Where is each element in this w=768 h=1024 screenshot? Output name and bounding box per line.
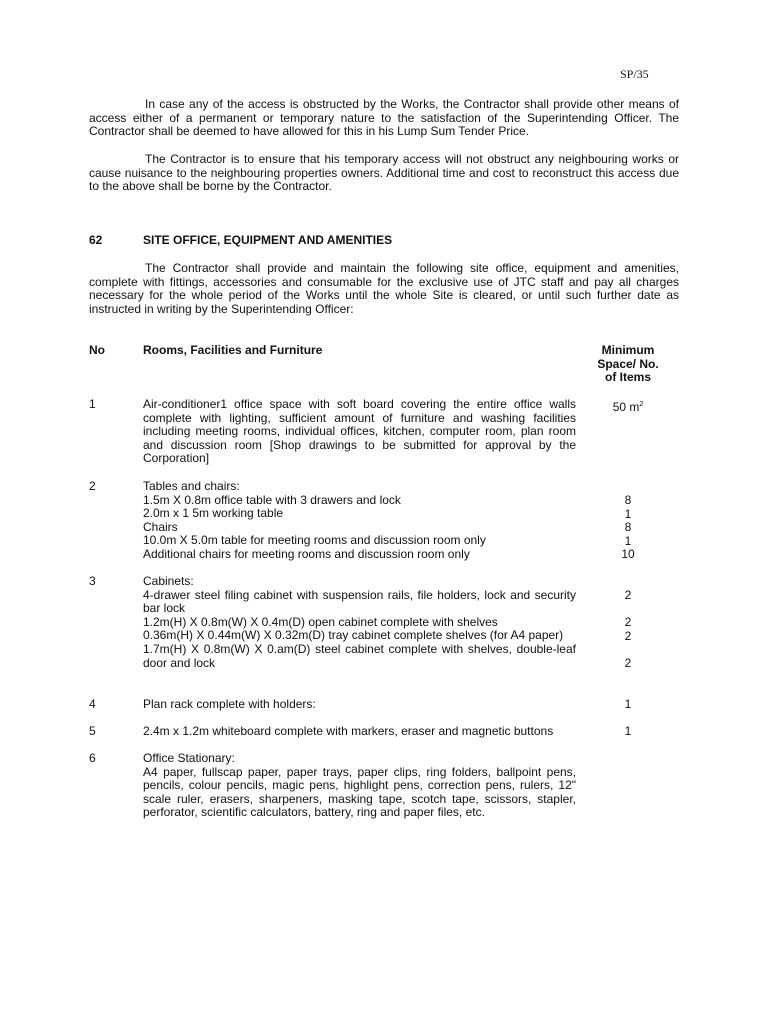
item-description: Plan rack complete with holders:	[143, 697, 316, 711]
page-number: SP/35	[620, 67, 649, 81]
item-number: 1	[89, 397, 96, 411]
item-heading: Office Stationary:	[143, 751, 235, 765]
intro-paragraph-2: The Contractor is to ensure that his temporary access will not obstruct any neighbouring works or cause nuisance to the neighbouring properties owners. Additional time and cost to reconstruct this access due to the above shall be borne by the Contractor.	[89, 152, 679, 194]
item-heading: Tables and chairs:	[143, 479, 240, 493]
item-quantities	[578, 494, 678, 562]
item-quantity: 2	[624, 656, 632, 670]
section-title: SITE OFFICE, EQUIPMENT AND AMENITIES	[143, 233, 393, 247]
column-header-quantity	[578, 344, 678, 385]
item-number: 6	[89, 751, 96, 765]
item-quantity: 8	[624, 520, 632, 535]
item-line: A4 paper, fullscap paper, paper trays, paper clips, ring folders, ballpoint pens, pencils, colour pencils, magic pens, highlight pens, correction pens, rulers, 12" scale ruler, erasers, sharpeners, masking tape, scotch tape, scissors, stapler, perforator, scientific calculators, battery, ring and paper files, etc.	[143, 764, 576, 820]
item-line: 4-drawer steel filing cabinet with suspension rails, file holders, lock and security bar lock	[143, 587, 576, 616]
item-line: 2.0m x 1 5m working table	[143, 506, 284, 521]
item-number: 5	[89, 724, 96, 738]
item-number: 2	[89, 479, 96, 493]
section-number: 62	[89, 233, 103, 247]
item-line: 10.0m X 5.0m table for meeting rooms and discussion room only	[143, 533, 486, 548]
item-quantity	[578, 398, 678, 415]
quantity-header-line-2: Space/ No.	[597, 356, 659, 371]
column-header-no: No	[89, 343, 105, 357]
item-quantity: 1	[624, 506, 632, 521]
item-quantity: 1	[624, 697, 632, 711]
item-line: Chairs	[143, 519, 178, 534]
quantity-header-line-3: of Items	[604, 370, 651, 385]
quantity-value: 50 m	[612, 400, 640, 414]
item-number: 4	[89, 697, 96, 711]
item-quantity: 2	[624, 629, 632, 643]
item-description: Air-conditioner1 office space with soft board covering the entire office walls complete with lighting, sufficient amount of furniture and washing facilities including meeting rooms, individual offices, kitchen, computer room, plan room and discussion room [Shop drawings to be submitted for approval by the Corporation]	[143, 397, 576, 466]
item-line: 1.7m(H) X 0.8m(W) X 0.am(D) steel cabinet complete with shelves, double-leaf door and lock	[143, 641, 576, 670]
quantity-unit-superscript: 2	[639, 401, 644, 408]
item-quantity: 8	[624, 493, 632, 507]
item-quantity: 1	[624, 533, 632, 548]
item-line: 0.36m(H) X 0.44m(W) X 0.32m(D) tray cabinet complete shelves (for A4 paper)	[143, 628, 564, 643]
column-header-description: Rooms, Facilities and Furniture	[143, 343, 323, 357]
item-quantity: 2	[624, 588, 632, 602]
item-description	[143, 575, 576, 670]
item-description	[143, 480, 576, 562]
item-quantity: 1	[624, 724, 632, 738]
quantity-header-line-1: Minimum	[601, 343, 655, 357]
item-number: 3	[89, 574, 96, 588]
item-line: 1.2m(H) X 0.8m(W) X 0.4m(D) open cabinet complete with shelves	[143, 614, 498, 629]
section-paragraph: The Contractor shall provide and maintain the following site office, equipment and amenities, complete with fittings, accessories and consumable for the exclusive use of JTC staff and pay all charges necessary for the whole period of the Works until the whole Site is cleared, or until such further date as instructed in writing by the Superintending Officer:	[89, 261, 679, 316]
item-quantity: 2	[624, 615, 632, 629]
item-description	[143, 752, 576, 820]
item-quantity: 10	[621, 547, 635, 562]
intro-paragraph-1: In case any of the access is obstructed by the Works, the Contractor shall provide other means of access either of a permanent or temporary nature to the satisfaction of the Superintending Officer. The Contractor shall be deemed to have allowed for this in his Lump Sum Tender Price.	[89, 97, 679, 139]
item-line: 1.5m X 0.8m office table with 3 drawers and lock	[143, 492, 401, 507]
item-heading: Cabinets:	[143, 574, 194, 588]
item-description: 2.4m x 1.2m whiteboard complete with markers, eraser and magnetic buttons	[143, 724, 554, 738]
item-line: Additional chairs for meeting rooms and discussion room only	[143, 546, 470, 561]
